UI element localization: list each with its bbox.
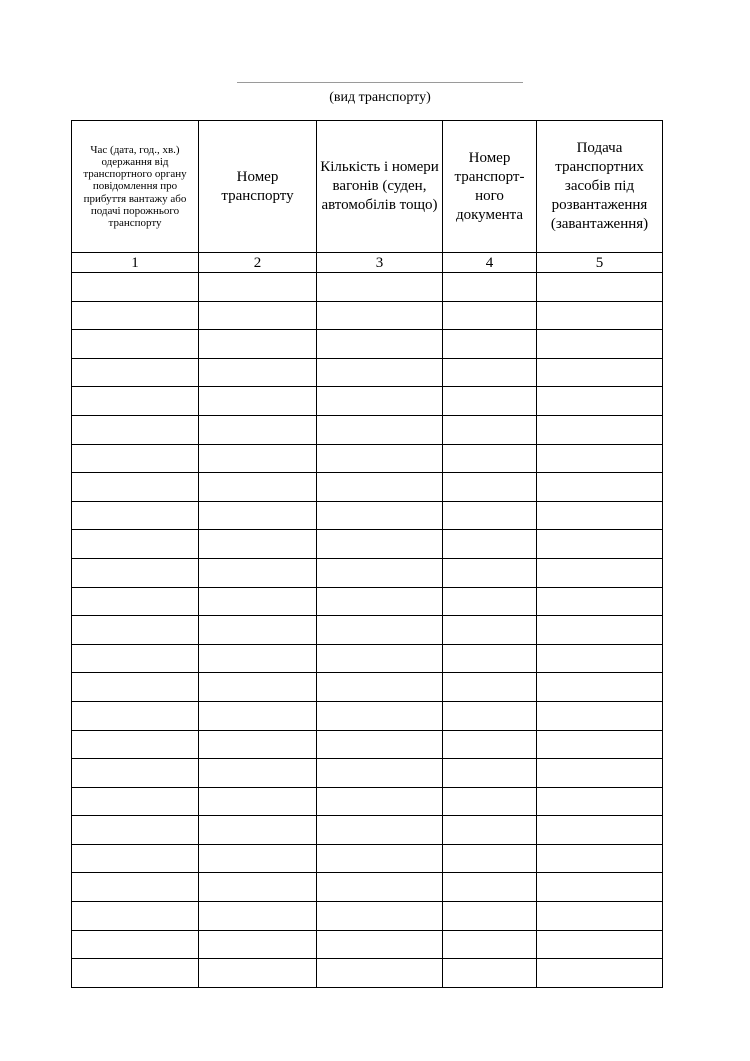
table-cell[interactable] xyxy=(72,701,199,730)
table-cell[interactable] xyxy=(199,930,317,959)
table-cell[interactable] xyxy=(537,701,663,730)
table-cell[interactable] xyxy=(317,644,443,673)
table-row xyxy=(72,930,663,959)
table-cell[interactable] xyxy=(443,473,537,502)
table-cell[interactable] xyxy=(537,816,663,845)
table-cell[interactable] xyxy=(537,673,663,702)
table-cell[interactable] xyxy=(72,530,199,559)
table-cell[interactable] xyxy=(443,616,537,645)
table-cell[interactable] xyxy=(72,930,199,959)
table-cell[interactable] xyxy=(317,587,443,616)
table-cell[interactable] xyxy=(317,930,443,959)
table-cell[interactable] xyxy=(537,444,663,473)
table-cell[interactable] xyxy=(537,730,663,759)
table-cell[interactable] xyxy=(317,844,443,873)
table-cell[interactable] xyxy=(72,873,199,902)
table-cell[interactable] xyxy=(72,273,199,302)
table-cell[interactable] xyxy=(199,844,317,873)
table-cell[interactable] xyxy=(72,415,199,444)
table-cell[interactable] xyxy=(199,701,317,730)
table-cell[interactable] xyxy=(72,787,199,816)
table-cell[interactable] xyxy=(199,387,317,416)
table-cell[interactable] xyxy=(72,644,199,673)
table-cell[interactable] xyxy=(199,673,317,702)
table-cell[interactable] xyxy=(537,587,663,616)
table-cell[interactable] xyxy=(72,330,199,359)
table-cell[interactable] xyxy=(443,673,537,702)
table-cell[interactable] xyxy=(72,301,199,330)
table-cell[interactable] xyxy=(317,701,443,730)
table-cell[interactable] xyxy=(199,787,317,816)
table-cell[interactable] xyxy=(317,759,443,788)
table-cell[interactable] xyxy=(72,616,199,645)
table-cell[interactable] xyxy=(317,816,443,845)
table-cell[interactable] xyxy=(317,415,443,444)
table-row xyxy=(72,616,663,645)
table-cell[interactable] xyxy=(537,358,663,387)
table-cell[interactable] xyxy=(199,444,317,473)
table-cell[interactable] xyxy=(443,587,537,616)
table-cell[interactable] xyxy=(317,616,443,645)
table-row xyxy=(72,644,663,673)
table-cell[interactable] xyxy=(199,473,317,502)
table-cell[interactable] xyxy=(317,358,443,387)
table-cell[interactable] xyxy=(537,873,663,902)
table-row xyxy=(72,701,663,730)
column-header-transport-document-number: Номер транспорт-ного документа xyxy=(443,121,537,253)
table-cell[interactable] xyxy=(537,387,663,416)
table-cell[interactable] xyxy=(317,444,443,473)
table-cell[interactable] xyxy=(443,301,537,330)
table-cell[interactable] xyxy=(537,473,663,502)
table-cell[interactable] xyxy=(72,587,199,616)
table-cell[interactable] xyxy=(72,444,199,473)
table-row xyxy=(72,530,663,559)
table-cell[interactable] xyxy=(199,616,317,645)
transport-type-blank-line[interactable] xyxy=(237,82,523,83)
table-cell[interactable] xyxy=(443,358,537,387)
table-cell[interactable] xyxy=(199,415,317,444)
table-cell[interactable] xyxy=(537,415,663,444)
table-cell[interactable] xyxy=(72,759,199,788)
column-header-vehicle-supply: Подача транспортних засобів під розвантаження (завантаження) xyxy=(537,121,663,253)
table-cell[interactable] xyxy=(317,530,443,559)
table-cell[interactable] xyxy=(443,787,537,816)
table-cell[interactable] xyxy=(317,558,443,587)
table-cell[interactable] xyxy=(72,959,199,988)
table-row xyxy=(72,730,663,759)
table-cell[interactable] xyxy=(199,959,317,988)
table-row xyxy=(72,873,663,902)
table-cell[interactable] xyxy=(443,444,537,473)
table-row xyxy=(72,844,663,873)
table-row xyxy=(72,673,663,702)
table-cell[interactable] xyxy=(443,759,537,788)
column-number: 5 xyxy=(537,253,663,273)
table-cell[interactable] xyxy=(317,273,443,302)
table-cell[interactable] xyxy=(537,330,663,359)
table-cell[interactable] xyxy=(199,558,317,587)
table-cell[interactable] xyxy=(317,730,443,759)
table-cell[interactable] xyxy=(199,644,317,673)
table-cell[interactable] xyxy=(443,558,537,587)
table-cell[interactable] xyxy=(537,501,663,530)
table-cell[interactable] xyxy=(199,816,317,845)
table-cell[interactable] xyxy=(443,530,537,559)
table-row xyxy=(72,273,663,302)
column-number: 1 xyxy=(72,253,199,273)
table-cell[interactable] xyxy=(443,273,537,302)
table-row xyxy=(72,501,663,530)
table-cell[interactable] xyxy=(443,930,537,959)
table-cell[interactable] xyxy=(443,844,537,873)
table-cell[interactable] xyxy=(443,387,537,416)
table-cell[interactable] xyxy=(537,959,663,988)
table-cell[interactable] xyxy=(537,616,663,645)
table-cell[interactable] xyxy=(72,844,199,873)
table-cell[interactable] xyxy=(72,501,199,530)
column-number-row xyxy=(72,253,663,273)
table-cell[interactable] xyxy=(72,387,199,416)
table-cell[interactable] xyxy=(317,959,443,988)
table-cell[interactable] xyxy=(537,558,663,587)
table-cell[interactable] xyxy=(317,787,443,816)
table-row xyxy=(72,330,663,359)
table-cell[interactable] xyxy=(537,644,663,673)
table-cell[interactable] xyxy=(537,530,663,559)
table-row xyxy=(72,473,663,502)
table-cell[interactable] xyxy=(537,902,663,931)
table-cell[interactable] xyxy=(199,501,317,530)
table-row xyxy=(72,759,663,788)
table-cell[interactable] xyxy=(199,587,317,616)
table-cell[interactable] xyxy=(443,959,537,988)
table-row xyxy=(72,587,663,616)
table-cell[interactable] xyxy=(317,501,443,530)
table-row xyxy=(72,959,663,988)
table-cell[interactable] xyxy=(199,873,317,902)
table-cell[interactable] xyxy=(199,530,317,559)
table-cell[interactable] xyxy=(199,759,317,788)
table-row xyxy=(72,358,663,387)
table-cell[interactable] xyxy=(537,930,663,959)
column-number: 4 xyxy=(443,253,537,273)
table-row xyxy=(72,444,663,473)
table-cell[interactable] xyxy=(317,473,443,502)
table-cell[interactable] xyxy=(317,387,443,416)
table-cell[interactable] xyxy=(537,273,663,302)
table-cell[interactable] xyxy=(443,902,537,931)
table-row xyxy=(72,787,663,816)
table-row xyxy=(72,415,663,444)
table-cell[interactable] xyxy=(443,730,537,759)
table-cell[interactable] xyxy=(443,330,537,359)
column-header-time-received: Час (дата, год., хв.) одержання від транспортного органу повідомлення про прибуття вантажу або подачі порожнього транспорту xyxy=(72,121,199,253)
table-row xyxy=(72,301,663,330)
table-cell[interactable] xyxy=(317,301,443,330)
table-cell[interactable] xyxy=(317,673,443,702)
table-cell[interactable] xyxy=(72,558,199,587)
table-cell[interactable] xyxy=(537,759,663,788)
table-cell[interactable] xyxy=(443,644,537,673)
table-row xyxy=(72,902,663,931)
table-cell[interactable] xyxy=(72,816,199,845)
transport-log-table xyxy=(71,120,663,988)
table-cell[interactable] xyxy=(199,330,317,359)
table-cell[interactable] xyxy=(443,501,537,530)
table-cell[interactable] xyxy=(443,873,537,902)
table-cell[interactable] xyxy=(537,787,663,816)
table-cell[interactable] xyxy=(199,301,317,330)
column-number: 3 xyxy=(317,253,443,273)
table-row xyxy=(72,816,663,845)
table-cell[interactable] xyxy=(199,273,317,302)
header-row xyxy=(72,121,663,253)
table-row xyxy=(72,387,663,416)
table-cell[interactable] xyxy=(72,473,199,502)
table-cell[interactable] xyxy=(443,816,537,845)
table-cell[interactable] xyxy=(72,730,199,759)
table-cell[interactable] xyxy=(537,301,663,330)
column-number: 2 xyxy=(199,253,317,273)
table-cell[interactable] xyxy=(537,844,663,873)
table-cell[interactable] xyxy=(72,673,199,702)
table-cell[interactable] xyxy=(443,701,537,730)
column-header-transport-number: Номер транспорту xyxy=(199,121,317,253)
transport-type-caption: (вид транспорту) xyxy=(329,90,431,105)
table-cell[interactable] xyxy=(199,730,317,759)
table-cell[interactable] xyxy=(72,902,199,931)
table-cell[interactable] xyxy=(317,902,443,931)
table-cell[interactable] xyxy=(199,902,317,931)
table-cell[interactable] xyxy=(317,873,443,902)
table-cell[interactable] xyxy=(72,358,199,387)
table-cell[interactable] xyxy=(443,415,537,444)
table-cell[interactable] xyxy=(317,330,443,359)
table-cell[interactable] xyxy=(199,358,317,387)
table-row xyxy=(72,558,663,587)
column-header-wagons-count-numbers: Кількість і номери вагонів (суден, автомобілів тощо) xyxy=(317,121,443,253)
